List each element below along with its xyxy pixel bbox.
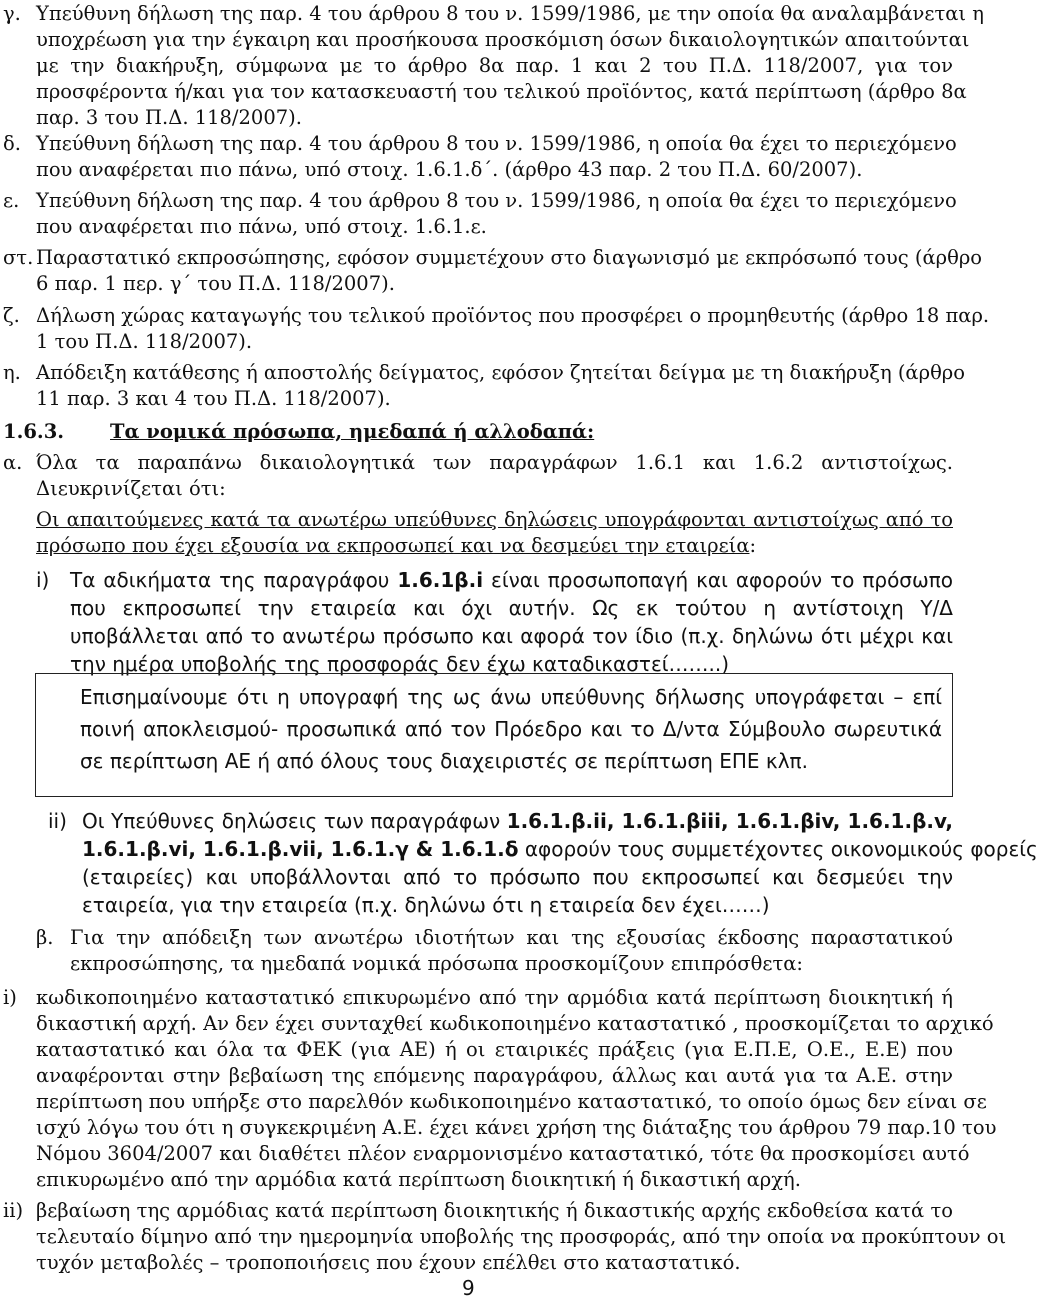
- item-d-label: δ.: [3, 132, 21, 155]
- roman-i-text: περίπτωση που υπήρξε στο παρελθόν κωδικοποιημένο καταστατικό, το οποίο όμως δεν είναι σε: [36, 1090, 987, 1113]
- page-number: 9: [462, 1276, 475, 1300]
- sub-ii-label: ii): [48, 809, 67, 833]
- roman-ii-text: βεβαίωση της αρμόδιας κατά περίπτωση διοικητικής ή δικαστικής αρχής εκδοθείσα κατά το: [36, 1199, 953, 1222]
- item-d-text: Υπεύθυνη δήλωση της παρ. 4 του άρθρου 8 του ν. 1599/1986, η οποία θα έχει το περιεχόμενο: [36, 132, 957, 155]
- item-st-text: 6 παρ. 1 περ. γ΄ του Π.Δ. 118/2007).: [36, 272, 395, 295]
- section-number: 1.6.3.: [3, 420, 65, 443]
- sub-i-text: την ημέρα υποβολής της προσφοράς δεν έχω καταδικαστεί……..): [70, 652, 730, 676]
- item-h-label: η.: [3, 361, 21, 384]
- alpha-text: Διευκρινίζεται ότι:: [36, 477, 226, 500]
- note-text: Επισημαίνουμε ότι η υπογραφή της ως άνω υπεύθυνης δήλωσης υπογράφεται – επί: [80, 685, 942, 709]
- item-g-text: με την διακήρυξη, σύμφωνα με το άρθρο 8α παρ. 1 και 2 του Π.Δ. 118/2007, για τον: [36, 54, 953, 77]
- alpha-colon: :: [749, 534, 757, 557]
- roman-i-text: επικυρωμένο από την αρμόδια κατά περίπτωση διοικητική ή δικαστική αρχή.: [36, 1168, 801, 1191]
- alpha-label: α.: [3, 451, 23, 474]
- roman-i-text: κωδικοποιημένο καταστατικό επικυρωμένο από την αρμόδια κατά περίπτωση διοικητική ή: [36, 986, 953, 1009]
- item-h-text: Απόδειξη κατάθεσης ή αποστολής δείγματος, εφόσον ζητείται δείγμα με τη διακήρυξη (άρθρο: [36, 361, 966, 384]
- item-z-text: 1 του Π.Δ. 118/2007).: [36, 330, 253, 353]
- beta-text: εκπροσώπησης, τα ημεδαπά νομικά πρόσωπα προσκομίζουν επιπρόσθετα:: [70, 952, 803, 975]
- item-e-label: ε.: [3, 189, 20, 212]
- sub-i-text: είναι προσωποπαγή και αφορούν το πρόσωπο: [483, 568, 954, 592]
- roman-ii-label: ii): [3, 1199, 24, 1222]
- item-h-text: 11 παρ. 3 και 4 του Π.Δ. 118/2007).: [36, 387, 391, 410]
- beta-text: Για την απόδειξη των ανωτέρω ιδιοτήτων και της εξουσίας έκδοσης παραστατικού: [70, 926, 953, 949]
- item-g-label: γ.: [3, 2, 21, 25]
- item-d-text: που αναφέρεται πιο πάνω, υπό στοιχ. 1.6.1.δ΄. (άρθρο 43 παρ. 2 του Π.Δ. 60/2007).: [36, 158, 863, 181]
- sub-ii-bold: 1.6.1.β.vi, 1.6.1.β.vii, 1.6.1.γ & 1.6.1.δ: [82, 837, 519, 861]
- sub-i-text: που εκπροσωπεί την εταιρεία και όχι αυτήν. Ως εκ τούτου η αντίστοιχη Υ/Δ: [70, 596, 953, 620]
- item-e-text: που αναφέρεται πιο πάνω, υπό στοιχ. 1.6.1.ε.: [36, 215, 487, 238]
- item-g-text: παρ. 3 του Π.Δ. 118/2007).: [36, 106, 302, 129]
- alpha-underlined-text: πρόσωπο που έχει εξουσία να εκπροσωπεί και να δεσμεύει την εταιρεία: [36, 534, 750, 557]
- item-z-text: Δήλωση χώρας καταγωγής του τελικού προϊόντος που προσφέρει ο προμηθευτής (άρθρο 18 παρ.: [36, 304, 990, 327]
- sub-ii-text: αφορούν τους συμμετέχοντες οικονομικούς φορείς: [518, 837, 1038, 861]
- alpha-text: Όλα τα παραπάνω δικαιολογητικά των παραγράφων 1.6.1 και 1.6.2 αντιστοίχως.: [36, 451, 953, 474]
- roman-ii-text: τυχόν μεταβολές – τροποποιήσεις που έχουν επέλθει στο καταστατικό.: [36, 1251, 741, 1274]
- roman-i-text: καταστατικό και όλα τα ΦΕΚ (για ΑΕ) ή οι εταιρικές πράξεις (για Ε.Π.Ε, Ο.Ε., Ε.Ε) που: [36, 1038, 953, 1061]
- sub-i-label: i): [36, 568, 50, 592]
- roman-i-text: Νόμου 3604/2007 και διαθέτει πλέον εναρμονισμένο καταστατικό, τότε θα προσκομίσει αυτό: [36, 1142, 970, 1165]
- item-st-label: στ.: [3, 246, 34, 269]
- roman-i-text: δικαστική αρχή. Αν δεν έχει συνταχθεί κωδικοποιημένο καταστατικό , προσκομίζεται το αρχικό: [36, 1012, 994, 1035]
- note-text: ποινή αποκλεισμού- προσωπικά από τον Πρόεδρο και το Δ/ντα Σύμβουλο σωρευτικά: [80, 717, 942, 741]
- roman-i-label: i): [3, 986, 17, 1009]
- sub-ii-text: εταιρεία, για την εταιρεία (π.χ. δηλώνω ότι η εταιρεία δεν έχει……): [82, 893, 770, 917]
- sub-i-bold: 1.6.1β.i: [397, 568, 484, 592]
- item-e-text: Υπεύθυνη δήλωση της παρ. 4 του άρθρου 8 του ν. 1599/1986, η οποία θα έχει το περιεχόμενο: [36, 189, 957, 212]
- sub-ii-bold: 1.6.1.β.ii, 1.6.1.βiii, 1.6.1.βiv, 1.6.1.β.v,: [506, 809, 953, 833]
- roman-ii-text: τελευταίο δίμηνο από την ημερομηνία υποβολής της προσφοράς, από την οποία να προκύπτουν οι: [36, 1225, 1007, 1248]
- sub-ii-text: (εταιρείες) και υποβάλλονται από το πρόσωπο που εκπροσωπεί και δεσμεύει την: [82, 865, 953, 889]
- roman-i-text: ισχύ λόγω του ότι η συγκεκριμένη Α.Ε. έχει κάνει χρήση της διάταξης του άρθρου 79 παρ.10 του: [36, 1116, 997, 1139]
- item-g-text: προσφέροντα ή/και για τον κατασκευαστή του τελικού προϊόντος, κατά περίπτωση (άρθρο 8α: [36, 80, 967, 103]
- note-text: σε περίπτωση ΑΕ ή από όλους τους διαχειριστές σε περίπτωση ΕΠΕ κλπ.: [80, 749, 808, 773]
- beta-label: β.: [36, 926, 54, 949]
- roman-i-text: αναφέρονται στην βεβαίωση της επόμενης παραγράφου, άλλως και αυτά για τα Α.Ε. στην: [36, 1064, 953, 1087]
- sub-i-text: Τα αδικήματα της παραγράφου: [70, 568, 398, 592]
- section-title: Τα νομικά πρόσωπα, ημεδαπά ή αλλοδαπά:: [110, 420, 595, 443]
- alpha-underlined-text: Οι απαιτούμενες κατά τα ανωτέρω υπεύθυνες δηλώσεις υπογράφονται αντιστοίχως από το: [36, 508, 953, 531]
- sub-ii-text: Οι Υπεύθυνες δηλώσεις των παραγράφων: [82, 809, 507, 833]
- item-st-text: Παραστατικό εκπροσώπησης, εφόσον συμμετέχουν στο διαγωνισμό με εκπρόσωπό τους (άρθρο: [36, 246, 983, 269]
- item-g-text: υποχρέωση για την έγκαιρη και προσήκουσα προσκόμιση όσων δικαιολογητικών απαιτούνται: [36, 28, 970, 51]
- sub-i-text: υποβάλλεται από το ανωτέρω πρόσωπο και αφορά τον ίδιο (π.χ. δηλώνω ότι μέχρι και: [70, 624, 953, 648]
- item-z-label: ζ.: [3, 304, 20, 327]
- item-g-text: Υπεύθυνη δήλωση της παρ. 4 του άρθρου 8 του ν. 1599/1986, με την οποία θα αναλαμβάνεται η: [36, 2, 984, 25]
